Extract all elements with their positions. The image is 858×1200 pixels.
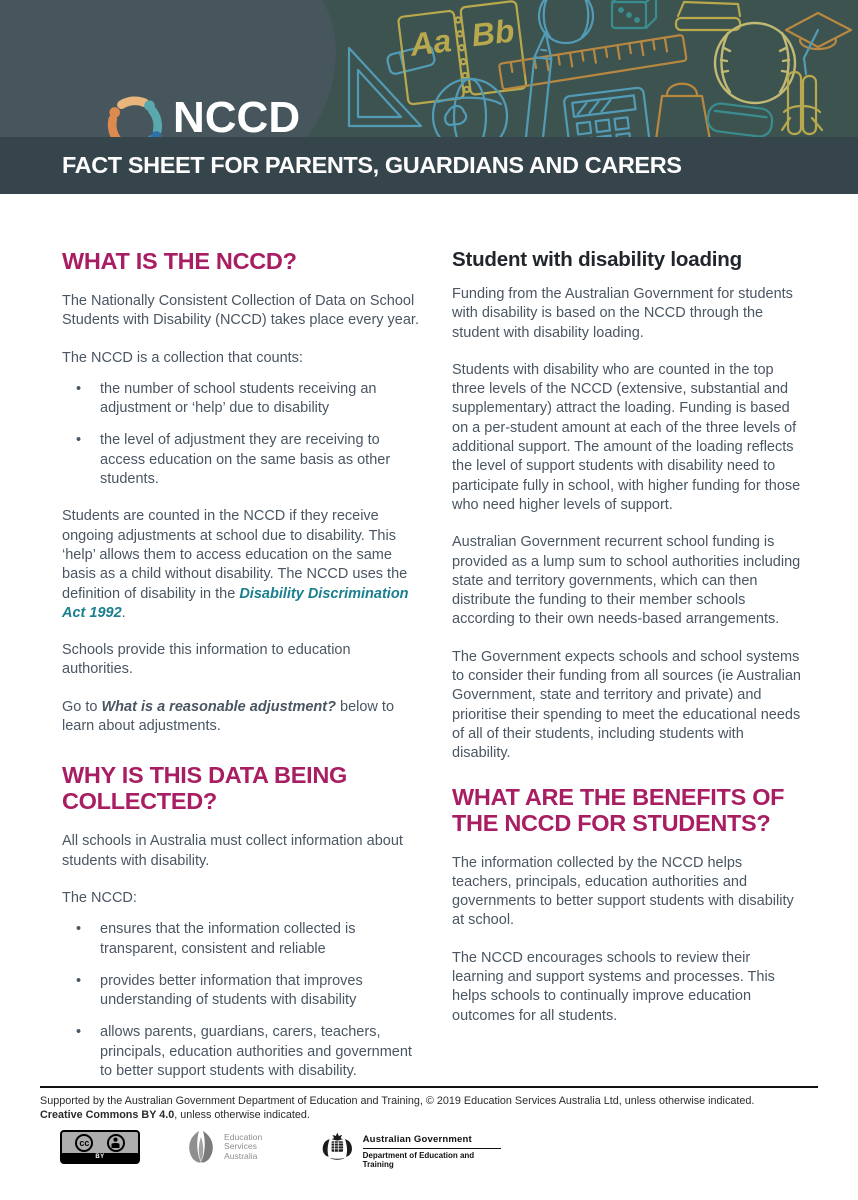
australian-government-logo (320, 1131, 502, 1169)
stapler-icon (676, 2, 740, 30)
heading-line: WHY IS THIS DATA BEING (62, 762, 347, 789)
paragraph-text: . (121, 604, 126, 621)
cc-by-label: BY (62, 1153, 138, 1162)
gov-line-1: Australian Government (362, 1134, 472, 1145)
bullet-list-counts (62, 380, 425, 489)
paragraph: Funding from the Australian Government for students with disability is based on the NCCD through the student with disability loading. (452, 286, 793, 341)
header-chalkboard (0, 0, 858, 137)
heading-benefits (452, 784, 805, 836)
gov-line-2: Department of Education and Training (362, 1151, 475, 1169)
list-item: • provides better information that improves understanding of students with disability (62, 972, 425, 1011)
credit-line-1: Supported by the Australian Government Department of Education and Training, © 2019 Education Services Australia Ltd, unless otherwise indicated. (40, 1095, 755, 1107)
esa-text-line: Education (224, 1131, 263, 1142)
paragraph: Australian Government recurrent school funding is provided as a lump sum to school authorities including state and territory governments, which can then distribute the funding to their member schools according to their own needs-based arrangements. (452, 534, 801, 628)
footer-credit (40, 1094, 810, 1122)
baseball-large-icon (715, 23, 795, 103)
tassel (804, 30, 818, 74)
heading-what-is-the-nccd: WHAT IS THE NCCD? (62, 248, 297, 274)
heading-line: THE NCCD FOR STUDENTS? (452, 809, 771, 836)
page-title: FACT SHEET FOR PARENTS, GUARDIANS AND CARERS (62, 152, 682, 178)
paragraph: The NCCD is a collection that counts: (62, 349, 303, 366)
attribution-person-icon (107, 1134, 125, 1152)
list-item: • the level of adjustment they are receiving to access education on the same basis as other students. (62, 431, 425, 489)
paragraph: The Nationally Consistent Collection of Data on School Students with Disability (NCCD) takes place every year. (62, 293, 419, 329)
heading-line: WHAT ARE THE BENEFITS OF (452, 783, 785, 810)
esa-text-line: Australia (224, 1150, 258, 1161)
list-item: • allows parents, guardians, carers, teachers, principals, education authorities and government to better support students with disability. (62, 1023, 425, 1081)
esa-tulip-icon (185, 1129, 217, 1165)
creative-commons-label: Creative Commons BY 4.0 (40, 1109, 175, 1121)
gov-divider (363, 1148, 501, 1149)
paragraph: The Government expects schools and school systems to consider their funding from all sources (ie Australian Government, state and territory and private) and prioritise their spending to meet the educational needs of all of their students, including students with disability. (452, 648, 801, 762)
esa-logo-text (224, 1133, 262, 1162)
letters-Bb: Bb (469, 12, 517, 54)
credit-line-2 (40, 1108, 810, 1122)
credit-line-2-rest: , unless otherwise indicated. (174, 1109, 310, 1121)
australian-coat-of-arms-icon (320, 1131, 355, 1163)
paragraph: The NCCD encourages schools to review their learning and support systems and processes. This helps schools to continually improve education outcomes for all students. (452, 949, 775, 1024)
paragraph-with-emphasis (62, 698, 425, 737)
triangle-ruler-icon (349, 48, 421, 126)
paragraph: Schools provide this information to education authorities. (62, 642, 351, 678)
education-services-australia-logo (185, 1129, 262, 1165)
reasonable-adjustment-reference: What is a reasonable adjustment? (101, 698, 336, 715)
paragraph-text: Go to (62, 698, 102, 715)
nccd-logo (106, 93, 325, 137)
disability-discrimination-act-link[interactable]: Disability Discrimination Act 1992 (62, 585, 409, 621)
nccd-wordmark: NCCD (173, 93, 301, 137)
nccd-ring-icon (106, 96, 164, 137)
title-band (0, 137, 858, 194)
paragraph-with-link (62, 507, 425, 623)
paragraph: The information collected by the NCCD helps teachers, principals, education authorities and governments to better support students with disability at school. (452, 854, 794, 929)
heading-disability-loading: Student with disability loading (452, 248, 742, 271)
calculator-icon (563, 87, 649, 137)
list-item: • ensures that the information collected is transparent, consistent and reliable (62, 920, 425, 959)
list-item: • the number of school students receiving an adjustment or ‘help’ due to disability (62, 380, 425, 419)
school-bag-icon (656, 84, 710, 137)
paragraph-text: below to learn about adjustments. (62, 698, 395, 735)
creative-commons-by-badge (60, 1130, 140, 1164)
heading-why-collected (62, 762, 425, 814)
pencil-case-icon (707, 102, 774, 137)
dice-icon (612, 0, 656, 28)
esa-text-line: Services (224, 1141, 257, 1152)
diploma-scroll-icon (782, 72, 822, 134)
ruler-icon (499, 35, 687, 90)
footer-divider (40, 1086, 818, 1088)
paragraph: Students with disability who are counted in the top three levels of the NCCD (extensive, substantial and supplementary) attract the loading. Funding is based on a per-student amount at each of the three levels of additional support. The amount of the loading reflects the level of support students with disability need to participate fully in school, with higher funding for those who need higher levels of support. (452, 361, 801, 513)
paragraph: The NCCD: (62, 889, 137, 906)
paragraph-text: Students are counted in the NCCD if they receive ongoing adjustments at school due to disability. This ‘help’ allows them to access education on the same basis as a child without disability. The NCCD uses the definition of disability in the (62, 508, 408, 602)
content-columns (0, 194, 858, 1099)
right-column (452, 248, 805, 1099)
gov-logo-text (363, 1131, 502, 1169)
bullet-list-nccd (62, 920, 425, 1081)
cc-icon: cc (75, 1134, 93, 1152)
paragraph: All schools in Australia must collect information about students with disability. (62, 833, 403, 869)
letters-Aa: Aa (408, 22, 454, 63)
heading-line: COLLECTED? (62, 788, 217, 815)
left-column (62, 248, 425, 1099)
